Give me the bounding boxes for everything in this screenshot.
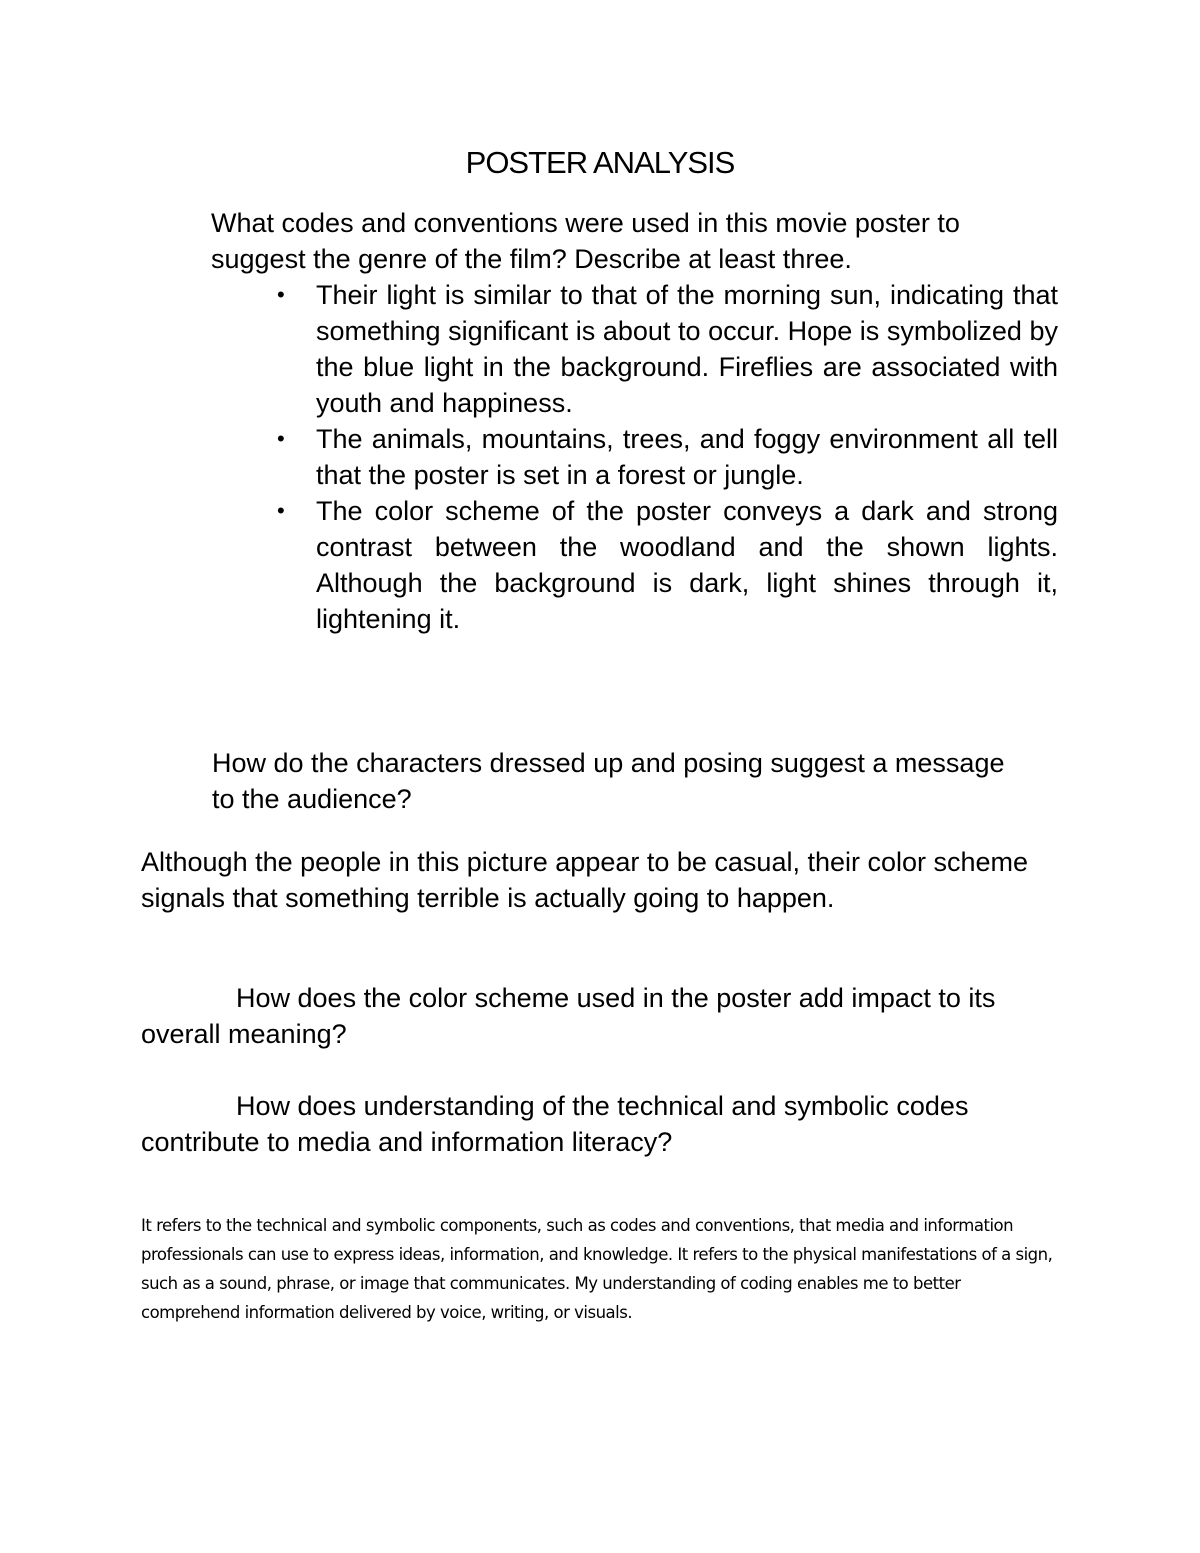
bullet-text: Their light is similar to that of the morning sun, indicating that something significant is about to occur. Hope is symbolized by the blue light in the background. Fireflies are associated with youth and happiness. [316, 280, 1058, 418]
bullet-icon: • [277, 426, 285, 451]
list-item [274, 421, 1058, 493]
question-literacy: How does understanding of the technical and symbolic codes contribute to media and information literacy? [141, 1091, 969, 1157]
bullet-list [274, 277, 1058, 637]
bullet-icon: • [277, 282, 285, 307]
list-item [274, 277, 1058, 421]
page-title: POSTER ANALYSIS [465, 145, 735, 180]
question-codes-conventions: What codes and conventions were used in this movie poster to suggest the genre of the film? Describe at least three. [211, 208, 960, 274]
bullet-text: The color scheme of the poster conveys a dark and strong contrast between the woodland and the shown lights. Although the background is dark, light shines through it, lightening it. [316, 496, 1058, 634]
bullet-text: The animals, mountains, trees, and foggy environment all tell that the poster is set in a forest or jungle. [316, 424, 1058, 490]
question-characters: How do the characters dressed up and posing suggest a message to the audience? [212, 748, 1005, 814]
question-color-scheme: How does the color scheme used in the poster add impact to its overall meaning? [141, 983, 996, 1049]
bullet-icon: • [277, 498, 285, 523]
answer-literacy: It refers to the technical and symbolic components, such as codes and conventions, that media and information professionals can use to express ideas, information, and knowledge. It refers to the physical manifestations of a sign, such as a sound, phrase, or image that communicates. My understanding of coding enables me to better comprehend information delivered by voice, writing, or visuals. [141, 1216, 1053, 1322]
list-item [274, 493, 1058, 637]
answer-characters: Although the people in this picture appear to be casual, their color scheme signals that something terrible is actually going to happen. [141, 847, 1029, 913]
